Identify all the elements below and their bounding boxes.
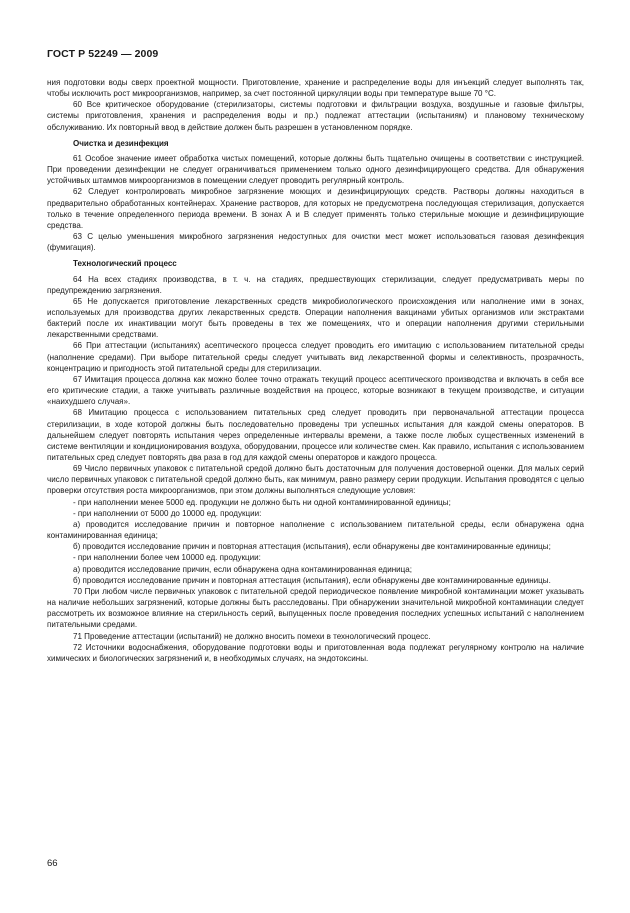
list-item-6: а) проводится исследование причин, если обнаружена одна контаминированная единица; <box>73 564 412 574</box>
list-item-4: б) проводится исследование причин и повторная аттестация (испытания), если обнаружены две контаминированные единицы; <box>73 542 551 552</box>
paragraph-71: 71 Проведение аттестации (испытаний) не должно вносить помехи в технологический процесс. <box>73 631 431 641</box>
document-body <box>47 77 584 664</box>
paragraph-66: 66 При аттестации (испытаниях) асептического процесса следует проводить его имитацию с использованием питательной среды (наполнение средами). При выборе питательной среды следует учитывать вид лекарственной формы и селективность, прозрачность, концентрацию и пригодность этой питательной среды для стерилизации. <box>47 341 584 373</box>
paragraph-70: 70 При любом числе первичных упаковок с питательной средой периодическое появление микробной контаминации может указывать на наличие небольших загрязнений, которые должны быть расследованы. При обнаружении значительной микробной контаминации следует рассмотреть их возможное влияние на стерильность серий, выпущенных после проведения последних успешных испытаний с наполнением питательными средами. <box>47 586 584 630</box>
list-item-7: б) проводится исследование причин и повторная аттестация (испытания), если обнаружены две контаминированные единицы. <box>73 575 551 585</box>
document-header: ГОСТ Р 52249 — 2009 <box>47 48 159 60</box>
paragraph-63: 63 С целью уменьшения микробного загрязнения недоступных для очистки мест может использоваться газовая дезинфекция (фумигация). <box>47 232 584 253</box>
section-heading-cleaning: Очистка и дезинфекция <box>73 138 169 148</box>
paragraph-68: 68 Имитацию процесса с использованием питательных сред следует проводить при первоначальной аттестации процесса стерилизации, в ходе которой должны быть последовательно проведены три успешных испытания для каждой смены операторов. В дальнейшем следует повторять испытания через определенные интервалы времени, а также после любых существенных изменений в системе вентиляции и кондиционирования воздуха, оборудовании, процессе или количестве смен. Как правило, испытания с использованием питательных сред следует повторять два раза в год для каждой смены операторов и каждого процесса. <box>47 408 584 462</box>
page-number: 66 <box>47 858 58 869</box>
paragraph-65: 65 Не допускается приготовление лекарственных средств микробиологического происхождения или наполнение ими в зонах, используемых для производства других лекарственных средств. Операции наполнения вакцинами убитых организмов или экстрактами бактерий после их инактивации могут быть проведены в тех же помещениях, что и операции наполнения другими стерильными лекарственными средствами. <box>47 296 584 340</box>
paragraph-67: 67 Имитация процесса должна как можно более точно отражать текущий процесс асептического производства и включать в себя все его критические стадии, а также учитывать различные воздействия на процесс, которые возникают в текущем производстве, и ситуации «наихудшего случая». <box>47 374 584 407</box>
paragraph-60: 60 Все критическое оборудование (стерилизаторы, системы подготовки и фильтрации воздуха, воздушные и газовые фильтры, системы приготовления, хранения и распределения воды и пр.) подлежат аттестации (испытаниям) и плановому техническому обслуживанию. Их повторный ввод в действие должен быть разрешен в установленном порядке. <box>47 100 584 132</box>
paragraph-64: 64 На всех стадиях производства, в т. ч. на стадиях, предшествующих стерилизации, следует предусматривать меры по предупреждению загрязнения. <box>47 274 584 295</box>
paragraph-62: 62 Следует контролировать микробное загрязнение моющих и дезинфицирующих средств. Растворы должны находиться в предварительно обработанных контейнерах. Хранение растворов, для которых не предусмотрена последующая стерилизация, допускается только в течение определенного периода времени. В зонах А и В следует применять только стерильные моющие и дезинфицирующие средства. <box>47 187 584 230</box>
section-heading-process: Технологический процесс <box>73 259 177 269</box>
list-item-3: а) проводится исследование причин и повторное наполнение с использованием питательной среды, если обнаружена одна контаминированная единица; <box>47 519 584 541</box>
list-item-1: - при наполнении менее 5000 ед. продукции не должно быть ни одной контаминированной единицы; <box>73 497 451 507</box>
list-item-2: - при наполнении от 5000 до 10000 ед. продукции: <box>73 508 262 518</box>
paragraph-61: 61 Особое значение имеет обработка чистых помещений, которые должны быть тщательно очищены в соответствии с инструкцией. При проведении дезинфекции не следует ограничиваться применением только одного дезинфицирующего средства. Для обнаружения устойчивых штаммов микроорганизмов в помещении следует проводить регулярный контроль. <box>47 153 584 186</box>
paragraph-69: 69 Число первичных упаковок с питательной средой должно быть достаточным для получения достоверной оценки. Для малых серий число первичных упаковок с питательной средой должно быть, как минимум, равно размеру серии продукции. Испытания проводятся с целью проверки отсутствия роста микроорганизмов, при этом должны выполняться следующие условия: <box>47 464 584 496</box>
paragraph-72: 72 Источники водоснабжения, оборудование подготовки воды и приготовленная вода подлежат регулярному контролю на наличие химических и биологических загрязнений и, в необходимых случаях, на эндотоксины. <box>47 642 584 663</box>
list-item-5: - при наполнении более чем 10000 ед. продукции: <box>73 553 261 563</box>
paragraph-continuation: ния подготовки воды сверх проектной мощности. Приготовление, хранение и распределение воды для инъекций следует выполнять так, чтобы исключить рост микроорганизмов, например, за счет постоянной циркуляции воды при температуре выше 70 °С. <box>47 78 584 99</box>
